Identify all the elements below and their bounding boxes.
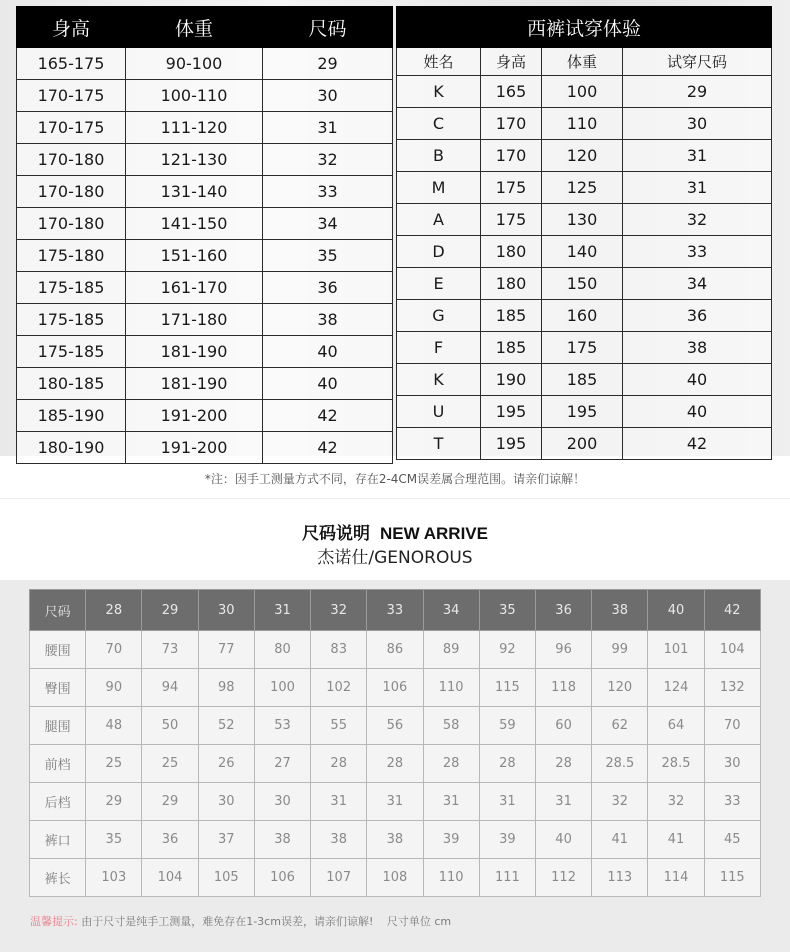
measure-row bbox=[30, 669, 761, 707]
measure-value-cell: 55 bbox=[311, 707, 367, 745]
height-cell: 170-180 bbox=[17, 208, 126, 240]
measure-row bbox=[30, 631, 761, 669]
trial-size-cell: 29 bbox=[623, 76, 772, 108]
measure-value-cell: 38 bbox=[311, 821, 367, 859]
size-row bbox=[17, 304, 393, 336]
garment-measurement-table bbox=[29, 589, 761, 897]
trial-row bbox=[397, 396, 772, 428]
name-cell: C bbox=[397, 108, 481, 140]
weight-cell: 191-200 bbox=[126, 400, 263, 432]
size-row bbox=[17, 80, 393, 112]
measure-value-cell: 40 bbox=[535, 821, 591, 859]
trial-size-cell: 31 bbox=[623, 172, 772, 204]
height-cell: 190 bbox=[481, 364, 542, 396]
weight-cell: 130 bbox=[542, 204, 623, 236]
size-row bbox=[17, 368, 393, 400]
measure-value-cell: 48 bbox=[86, 707, 142, 745]
size-row bbox=[17, 432, 393, 464]
height-cell: 170-175 bbox=[17, 112, 126, 144]
measure-value-cell: 103 bbox=[86, 859, 142, 897]
top-section bbox=[0, 0, 790, 456]
measure-value-cell: 30 bbox=[254, 783, 310, 821]
size-header-cell: 33 bbox=[367, 590, 423, 631]
header-weight: 体重 bbox=[542, 48, 623, 76]
size-header-cell: 38 bbox=[592, 590, 648, 631]
measure-value-cell: 28 bbox=[479, 745, 535, 783]
measure-value-cell: 32 bbox=[592, 783, 648, 821]
trial-row bbox=[397, 364, 772, 396]
measure-value-cell: 58 bbox=[423, 707, 479, 745]
size-cell: 35 bbox=[263, 240, 393, 272]
height-cell: 175-185 bbox=[17, 336, 126, 368]
height-cell: 185 bbox=[481, 332, 542, 364]
measure-value-cell: 28.5 bbox=[648, 745, 704, 783]
measure-value-cell: 112 bbox=[535, 859, 591, 897]
measure-row-label: 裤口 bbox=[30, 821, 86, 859]
measure-header-row bbox=[30, 590, 761, 631]
measure-value-cell: 90 bbox=[86, 669, 142, 707]
measure-value-cell: 110 bbox=[423, 859, 479, 897]
measure-value-cell: 41 bbox=[592, 821, 648, 859]
weight-cell: 100-110 bbox=[126, 80, 263, 112]
measure-value-cell: 100 bbox=[254, 669, 310, 707]
measure-row-label: 后档 bbox=[30, 783, 86, 821]
measure-value-cell: 120 bbox=[592, 669, 648, 707]
height-cell: 170 bbox=[481, 140, 542, 172]
measure-value-cell: 28 bbox=[535, 745, 591, 783]
trial-row bbox=[397, 108, 772, 140]
size-table-header-row bbox=[17, 7, 393, 48]
height-cell: 175-180 bbox=[17, 240, 126, 272]
measure-value-cell: 39 bbox=[423, 821, 479, 859]
size-header-cell: 42 bbox=[704, 590, 760, 631]
measure-value-cell: 30 bbox=[198, 783, 254, 821]
tip-unit: 尺寸单位 cm bbox=[386, 915, 452, 928]
measure-value-cell: 37 bbox=[198, 821, 254, 859]
measure-value-cell: 83 bbox=[311, 631, 367, 669]
trial-size-cell: 40 bbox=[623, 396, 772, 428]
measure-value-cell: 64 bbox=[648, 707, 704, 745]
measure-value-cell: 107 bbox=[311, 859, 367, 897]
trial-row bbox=[397, 268, 772, 300]
size-row bbox=[17, 144, 393, 176]
measure-value-cell: 50 bbox=[142, 707, 198, 745]
weight-cell: 100 bbox=[542, 76, 623, 108]
weight-cell: 120 bbox=[542, 140, 623, 172]
measure-value-cell: 28 bbox=[311, 745, 367, 783]
measure-value-cell: 36 bbox=[142, 821, 198, 859]
size-row bbox=[17, 272, 393, 304]
fitting-experience-table bbox=[396, 6, 772, 460]
size-row bbox=[17, 48, 393, 80]
measure-value-cell: 96 bbox=[535, 631, 591, 669]
size-cell: 40 bbox=[263, 336, 393, 368]
brand-name: 杰诺仕/GENOROUS bbox=[317, 548, 473, 568]
weight-cell: 181-190 bbox=[126, 368, 263, 400]
measure-value-cell: 132 bbox=[704, 669, 760, 707]
measure-value-cell: 38 bbox=[367, 821, 423, 859]
measure-row bbox=[30, 745, 761, 783]
height-cell: 175-185 bbox=[17, 304, 126, 336]
measure-row-label: 腰围 bbox=[30, 631, 86, 669]
measure-row-label: 裤长 bbox=[30, 859, 86, 897]
measure-value-cell: 31 bbox=[423, 783, 479, 821]
height-cell: 170-175 bbox=[17, 80, 126, 112]
measure-value-cell: 86 bbox=[367, 631, 423, 669]
size-row bbox=[17, 240, 393, 272]
weight-cell: 185 bbox=[542, 364, 623, 396]
trial-row bbox=[397, 76, 772, 108]
weight-cell: 140 bbox=[542, 236, 623, 268]
name-cell: K bbox=[397, 364, 481, 396]
name-cell: U bbox=[397, 396, 481, 428]
size-header-cell: 34 bbox=[423, 590, 479, 631]
height-cell: 180-185 bbox=[17, 368, 126, 400]
weight-cell: 171-180 bbox=[126, 304, 263, 336]
measure-value-cell: 118 bbox=[535, 669, 591, 707]
size-cell: 33 bbox=[263, 176, 393, 208]
measure-row-label: 臀围 bbox=[30, 669, 86, 707]
measure-value-cell: 73 bbox=[142, 631, 198, 669]
height-cell: 170-180 bbox=[17, 144, 126, 176]
heading-cn: 尺码说明 bbox=[302, 524, 370, 544]
measure-value-cell: 26 bbox=[198, 745, 254, 783]
divider bbox=[0, 498, 790, 499]
measure-value-cell: 110 bbox=[423, 669, 479, 707]
height-cell: 175 bbox=[481, 204, 542, 236]
header-size: 尺码 bbox=[263, 7, 393, 48]
measure-value-cell: 35 bbox=[86, 821, 142, 859]
measure-value-cell: 30 bbox=[704, 745, 760, 783]
measure-header-label: 尺码 bbox=[30, 590, 86, 631]
measure-value-cell: 59 bbox=[479, 707, 535, 745]
measure-value-cell: 53 bbox=[254, 707, 310, 745]
header-name: 姓名 bbox=[397, 48, 481, 76]
trial-row bbox=[397, 428, 772, 460]
measure-value-cell: 98 bbox=[198, 669, 254, 707]
measure-value-cell: 25 bbox=[142, 745, 198, 783]
weight-cell: 111-120 bbox=[126, 112, 263, 144]
measure-value-cell: 28.5 bbox=[592, 745, 648, 783]
weight-cell: 200 bbox=[542, 428, 623, 460]
size-header-cell: 30 bbox=[198, 590, 254, 631]
measure-value-cell: 39 bbox=[479, 821, 535, 859]
size-cell: 40 bbox=[263, 368, 393, 400]
measure-value-cell: 70 bbox=[86, 631, 142, 669]
measure-value-cell: 70 bbox=[704, 707, 760, 745]
header-height: 身高 bbox=[481, 48, 542, 76]
size-row bbox=[17, 336, 393, 368]
trial-size-cell: 36 bbox=[623, 300, 772, 332]
trial-row bbox=[397, 300, 772, 332]
size-cell: 42 bbox=[263, 400, 393, 432]
measure-value-cell: 105 bbox=[198, 859, 254, 897]
size-header-cell: 32 bbox=[311, 590, 367, 631]
bottom-section bbox=[0, 580, 790, 952]
weight-cell: 175 bbox=[542, 332, 623, 364]
height-cell: 180 bbox=[481, 268, 542, 300]
trial-size-cell: 30 bbox=[623, 108, 772, 140]
heading-en: NEW ARRIVE bbox=[380, 524, 488, 543]
measure-value-cell: 104 bbox=[704, 631, 760, 669]
height-cell: 175 bbox=[481, 172, 542, 204]
measure-value-cell: 114 bbox=[648, 859, 704, 897]
trial-header-row bbox=[397, 48, 772, 76]
weight-cell: 150 bbox=[542, 268, 623, 300]
name-cell: G bbox=[397, 300, 481, 332]
trial-size-cell: 42 bbox=[623, 428, 772, 460]
measure-row bbox=[30, 821, 761, 859]
measure-value-cell: 25 bbox=[86, 745, 142, 783]
measurement-note: *注：因手工测量方式不同，存在2-4CM误差属合理范围。请亲们谅解！ bbox=[204, 472, 586, 486]
measure-value-cell: 124 bbox=[648, 669, 704, 707]
weight-cell: 191-200 bbox=[126, 432, 263, 464]
size-header-cell: 36 bbox=[535, 590, 591, 631]
weight-cell: 121-130 bbox=[126, 144, 263, 176]
measure-value-cell: 33 bbox=[704, 783, 760, 821]
trial-title-row bbox=[397, 7, 772, 48]
measure-value-cell: 94 bbox=[142, 669, 198, 707]
tip-body: 由于尺寸是纯手工测量，难免存在1-3cm误差，请亲们谅解! bbox=[81, 915, 374, 928]
size-cell: 36 bbox=[263, 272, 393, 304]
measure-value-cell: 29 bbox=[142, 783, 198, 821]
size-cell: 32 bbox=[263, 144, 393, 176]
measure-value-cell: 52 bbox=[198, 707, 254, 745]
height-cell: 175-185 bbox=[17, 272, 126, 304]
size-header-cell: 29 bbox=[142, 590, 198, 631]
name-cell: A bbox=[397, 204, 481, 236]
size-row bbox=[17, 400, 393, 432]
tip-head: 温馨提示: bbox=[30, 915, 78, 928]
height-cell: 180-190 bbox=[17, 432, 126, 464]
trial-size-cell: 38 bbox=[623, 332, 772, 364]
tip-text bbox=[30, 913, 451, 929]
name-cell: F bbox=[397, 332, 481, 364]
measure-value-cell: 56 bbox=[367, 707, 423, 745]
measure-value-cell: 31 bbox=[311, 783, 367, 821]
measure-value-cell: 27 bbox=[254, 745, 310, 783]
height-cell: 195 bbox=[481, 396, 542, 428]
measure-value-cell: 115 bbox=[704, 859, 760, 897]
measure-value-cell: 45 bbox=[704, 821, 760, 859]
height-cell: 170-180 bbox=[17, 176, 126, 208]
height-cell: 195 bbox=[481, 428, 542, 460]
header-trial-size: 试穿尺码 bbox=[623, 48, 772, 76]
weight-cell: 160 bbox=[542, 300, 623, 332]
header-height: 身高 bbox=[17, 7, 126, 48]
name-cell: B bbox=[397, 140, 481, 172]
measure-value-cell: 28 bbox=[367, 745, 423, 783]
measure-value-cell: 29 bbox=[86, 783, 142, 821]
size-header-cell: 28 bbox=[86, 590, 142, 631]
size-header-cell: 35 bbox=[479, 590, 535, 631]
measure-value-cell: 101 bbox=[648, 631, 704, 669]
size-row bbox=[17, 176, 393, 208]
measure-value-cell: 113 bbox=[592, 859, 648, 897]
measure-row-label: 前档 bbox=[30, 745, 86, 783]
size-cell: 42 bbox=[263, 432, 393, 464]
trial-size-cell: 34 bbox=[623, 268, 772, 300]
measure-value-cell: 80 bbox=[254, 631, 310, 669]
trial-row bbox=[397, 140, 772, 172]
section-heading bbox=[0, 519, 790, 544]
measure-value-cell: 115 bbox=[479, 669, 535, 707]
name-cell: D bbox=[397, 236, 481, 268]
measure-value-cell: 77 bbox=[198, 631, 254, 669]
measure-value-cell: 104 bbox=[142, 859, 198, 897]
trial-row bbox=[397, 332, 772, 364]
measure-row bbox=[30, 707, 761, 745]
name-cell: E bbox=[397, 268, 481, 300]
measure-value-cell: 62 bbox=[592, 707, 648, 745]
measure-row bbox=[30, 859, 761, 897]
height-cell: 185-190 bbox=[17, 400, 126, 432]
name-cell: T bbox=[397, 428, 481, 460]
trial-row bbox=[397, 172, 772, 204]
size-row bbox=[17, 208, 393, 240]
weight-cell: 131-140 bbox=[126, 176, 263, 208]
measure-value-cell: 102 bbox=[311, 669, 367, 707]
size-header-cell: 31 bbox=[254, 590, 310, 631]
measure-value-cell: 111 bbox=[479, 859, 535, 897]
measure-value-cell: 99 bbox=[592, 631, 648, 669]
trial-table-title: 西裤试穿体验 bbox=[397, 7, 772, 48]
measure-row-label: 腿围 bbox=[30, 707, 86, 745]
measure-value-cell: 41 bbox=[648, 821, 704, 859]
weight-cell: 161-170 bbox=[126, 272, 263, 304]
size-recommendation-table bbox=[16, 6, 393, 464]
measure-value-cell: 106 bbox=[254, 859, 310, 897]
name-cell: M bbox=[397, 172, 481, 204]
height-cell: 180 bbox=[481, 236, 542, 268]
trial-row bbox=[397, 204, 772, 236]
trial-size-cell: 32 bbox=[623, 204, 772, 236]
name-cell: K bbox=[397, 76, 481, 108]
measure-value-cell: 106 bbox=[367, 669, 423, 707]
size-row bbox=[17, 112, 393, 144]
measure-value-cell: 28 bbox=[423, 745, 479, 783]
trial-size-cell: 33 bbox=[623, 236, 772, 268]
measure-value-cell: 31 bbox=[479, 783, 535, 821]
weight-cell: 195 bbox=[542, 396, 623, 428]
weight-cell: 90-100 bbox=[126, 48, 263, 80]
measure-value-cell: 60 bbox=[535, 707, 591, 745]
weight-cell: 141-150 bbox=[126, 208, 263, 240]
size-header-cell: 40 bbox=[648, 590, 704, 631]
height-cell: 165-175 bbox=[17, 48, 126, 80]
size-cell: 30 bbox=[263, 80, 393, 112]
measure-row bbox=[30, 783, 761, 821]
weight-cell: 151-160 bbox=[126, 240, 263, 272]
weight-cell: 181-190 bbox=[126, 336, 263, 368]
height-cell: 165 bbox=[481, 76, 542, 108]
height-cell: 185 bbox=[481, 300, 542, 332]
size-cell: 34 bbox=[263, 208, 393, 240]
height-cell: 170 bbox=[481, 108, 542, 140]
size-cell: 38 bbox=[263, 304, 393, 336]
size-cell: 31 bbox=[263, 112, 393, 144]
measure-value-cell: 92 bbox=[479, 631, 535, 669]
measure-value-cell: 31 bbox=[535, 783, 591, 821]
measure-value-cell: 89 bbox=[423, 631, 479, 669]
measure-value-cell: 38 bbox=[254, 821, 310, 859]
size-cell: 29 bbox=[263, 48, 393, 80]
weight-cell: 110 bbox=[542, 108, 623, 140]
trial-row bbox=[397, 236, 772, 268]
header-weight: 体重 bbox=[126, 7, 263, 48]
trial-size-cell: 40 bbox=[623, 364, 772, 396]
measure-value-cell: 108 bbox=[367, 859, 423, 897]
weight-cell: 125 bbox=[542, 172, 623, 204]
trial-size-cell: 31 bbox=[623, 140, 772, 172]
measure-value-cell: 31 bbox=[367, 783, 423, 821]
measure-value-cell: 32 bbox=[648, 783, 704, 821]
